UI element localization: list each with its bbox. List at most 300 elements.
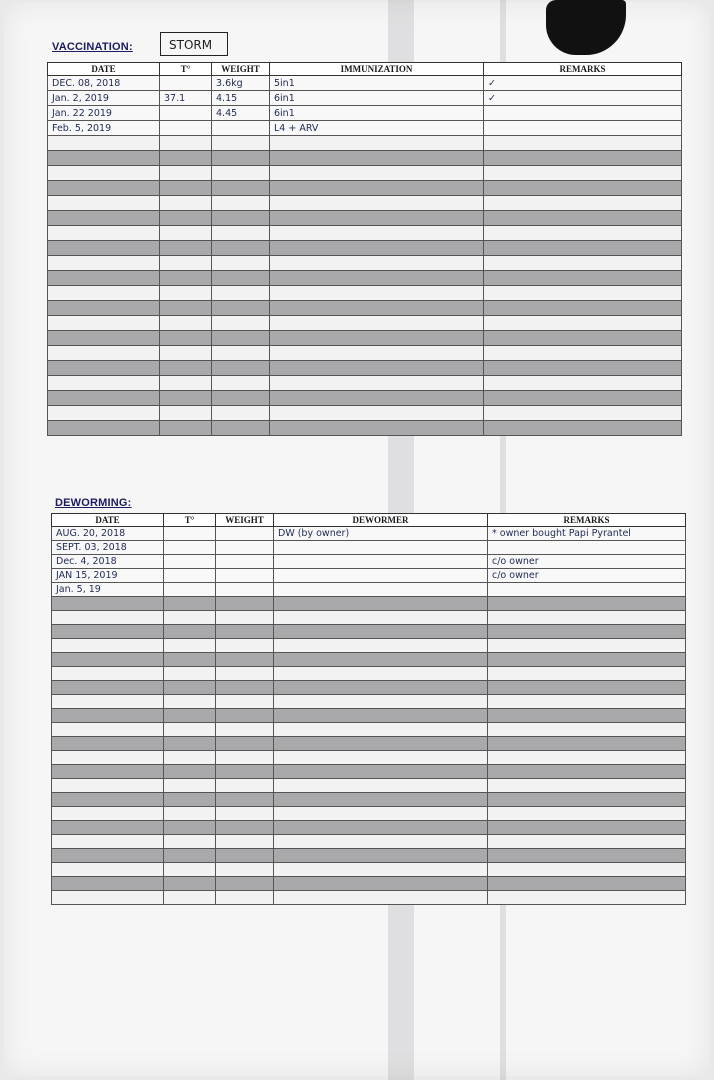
cell-dewormer bbox=[274, 667, 488, 681]
cell-temp bbox=[164, 835, 216, 849]
cell-temp bbox=[160, 226, 212, 241]
cell-remarks bbox=[484, 211, 682, 226]
cell-date bbox=[48, 136, 160, 151]
cell-remarks bbox=[488, 709, 686, 723]
cell-date bbox=[52, 653, 164, 667]
cell-remarks bbox=[488, 779, 686, 793]
cell-immunization bbox=[270, 331, 484, 346]
cell-temp bbox=[160, 376, 212, 391]
deworming-header-row bbox=[52, 514, 686, 527]
empty-row bbox=[48, 271, 682, 286]
cell-remarks bbox=[484, 331, 682, 346]
cell-date bbox=[52, 667, 164, 681]
empty-row bbox=[52, 653, 686, 667]
cell-date bbox=[48, 241, 160, 256]
cell-dewormer bbox=[274, 779, 488, 793]
cell-weight bbox=[216, 611, 274, 625]
cell-remarks: c/o owner bbox=[488, 555, 686, 569]
cell-temp bbox=[160, 391, 212, 406]
cell-temp bbox=[164, 639, 216, 653]
cell-immunization bbox=[270, 391, 484, 406]
cell-weight: 3.6kg bbox=[212, 76, 270, 91]
cell-temp bbox=[160, 136, 212, 151]
table-row bbox=[48, 121, 682, 136]
cell-date bbox=[48, 151, 160, 166]
cell-immunization bbox=[270, 346, 484, 361]
empty-row bbox=[48, 301, 682, 316]
cell-weight bbox=[216, 891, 274, 905]
cell-immunization bbox=[270, 211, 484, 226]
empty-row bbox=[48, 166, 682, 181]
cell-temp bbox=[164, 583, 216, 597]
empty-row bbox=[52, 597, 686, 611]
cell-weight bbox=[212, 301, 270, 316]
cell-date bbox=[52, 821, 164, 835]
empty-row bbox=[48, 181, 682, 196]
cell-weight bbox=[216, 821, 274, 835]
cell-weight bbox=[212, 226, 270, 241]
cell-date: Jan. 22 2019 bbox=[48, 106, 160, 121]
cell-date: JAN 15, 2019 bbox=[52, 569, 164, 583]
empty-row bbox=[48, 241, 682, 256]
cell-date bbox=[52, 835, 164, 849]
cell-remarks bbox=[488, 849, 686, 863]
cell-weight bbox=[216, 737, 274, 751]
cell-dewormer bbox=[274, 625, 488, 639]
cell-temp bbox=[164, 807, 216, 821]
cell-remarks bbox=[484, 391, 682, 406]
cell-weight bbox=[212, 286, 270, 301]
table-row bbox=[52, 583, 686, 597]
cell-immunization bbox=[270, 136, 484, 151]
cell-date bbox=[52, 639, 164, 653]
empty-row bbox=[48, 211, 682, 226]
header-date: DATE bbox=[48, 63, 160, 76]
cell-immunization bbox=[270, 181, 484, 196]
empty-row bbox=[52, 793, 686, 807]
cell-date bbox=[48, 346, 160, 361]
table-row bbox=[52, 569, 686, 583]
cell-dewormer bbox=[274, 849, 488, 863]
cell-remarks bbox=[484, 106, 682, 121]
cell-dewormer bbox=[274, 695, 488, 709]
cell-weight bbox=[216, 863, 274, 877]
empty-row bbox=[52, 821, 686, 835]
cell-remarks bbox=[488, 891, 686, 905]
cell-remarks bbox=[488, 583, 686, 597]
cell-temp bbox=[160, 241, 212, 256]
cell-date bbox=[48, 181, 160, 196]
cell-remarks bbox=[488, 863, 686, 877]
cell-remarks bbox=[484, 301, 682, 316]
cell-dewormer bbox=[274, 583, 488, 597]
cell-date: Dec. 4, 2018 bbox=[52, 555, 164, 569]
cell-temp bbox=[160, 121, 212, 136]
cell-dewormer bbox=[274, 569, 488, 583]
cell-weight bbox=[216, 849, 274, 863]
cell-date: Jan. 5, 19 bbox=[52, 583, 164, 597]
cell-temp bbox=[164, 765, 216, 779]
cell-temp bbox=[164, 891, 216, 905]
cell-remarks bbox=[484, 181, 682, 196]
table-row bbox=[52, 555, 686, 569]
cell-remarks bbox=[484, 406, 682, 421]
empty-row bbox=[52, 611, 686, 625]
header-weight: WEIGHT bbox=[212, 63, 270, 76]
cell-temp bbox=[160, 151, 212, 166]
cell-weight bbox=[212, 331, 270, 346]
cell-temp bbox=[160, 76, 212, 91]
cell-date bbox=[48, 211, 160, 226]
cell-date bbox=[48, 376, 160, 391]
deworming-table bbox=[51, 513, 686, 905]
cell-immunization bbox=[270, 241, 484, 256]
cell-date bbox=[48, 166, 160, 181]
cell-date bbox=[52, 625, 164, 639]
cell-temp bbox=[164, 849, 216, 863]
cell-weight bbox=[216, 639, 274, 653]
cell-temp bbox=[160, 346, 212, 361]
cell-temp bbox=[164, 737, 216, 751]
empty-row bbox=[52, 709, 686, 723]
cell-temp bbox=[164, 863, 216, 877]
empty-row bbox=[48, 286, 682, 301]
cell-date bbox=[48, 256, 160, 271]
cell-dewormer bbox=[274, 653, 488, 667]
cell-date bbox=[52, 807, 164, 821]
cell-date bbox=[48, 271, 160, 286]
empty-row bbox=[52, 877, 686, 891]
cell-temp bbox=[160, 166, 212, 181]
cell-weight bbox=[216, 695, 274, 709]
cell-remarks bbox=[488, 681, 686, 695]
cell-weight bbox=[216, 667, 274, 681]
cell-temp bbox=[164, 709, 216, 723]
empty-row bbox=[48, 256, 682, 271]
cell-temp bbox=[164, 555, 216, 569]
cell-date bbox=[52, 597, 164, 611]
cell-temp bbox=[160, 331, 212, 346]
cell-remarks bbox=[484, 421, 682, 436]
cell-weight bbox=[216, 877, 274, 891]
cell-remarks bbox=[488, 625, 686, 639]
cell-remarks bbox=[484, 346, 682, 361]
cell-weight bbox=[216, 527, 274, 541]
cell-temp bbox=[164, 723, 216, 737]
cell-remarks bbox=[484, 256, 682, 271]
cell-dewormer bbox=[274, 765, 488, 779]
cell-temp bbox=[160, 361, 212, 376]
empty-row bbox=[52, 765, 686, 779]
empty-row bbox=[48, 151, 682, 166]
cell-dewormer bbox=[274, 723, 488, 737]
cell-immunization bbox=[270, 256, 484, 271]
cell-immunization bbox=[270, 301, 484, 316]
empty-row bbox=[48, 316, 682, 331]
table-row bbox=[48, 76, 682, 91]
cell-date: Feb. 5, 2019 bbox=[48, 121, 160, 136]
cell-date bbox=[48, 286, 160, 301]
header-remarks: REMARKS bbox=[488, 514, 686, 527]
cell-remarks bbox=[488, 695, 686, 709]
cell-remarks bbox=[484, 361, 682, 376]
cell-immunization bbox=[270, 226, 484, 241]
empty-row bbox=[48, 361, 682, 376]
cell-weight bbox=[216, 765, 274, 779]
header-remarks: REMARKS bbox=[484, 63, 682, 76]
empty-row bbox=[52, 737, 686, 751]
cell-remarks bbox=[484, 166, 682, 181]
vaccination-title: VACCINATION: bbox=[52, 41, 133, 53]
cell-immunization: L4 + ARV bbox=[270, 121, 484, 136]
header-date: DATE bbox=[52, 514, 164, 527]
cell-temp bbox=[160, 181, 212, 196]
cell-immunization bbox=[270, 376, 484, 391]
empty-row bbox=[48, 196, 682, 211]
cell-weight bbox=[212, 361, 270, 376]
cell-weight bbox=[212, 151, 270, 166]
cell-temp bbox=[164, 597, 216, 611]
cell-temp bbox=[164, 569, 216, 583]
empty-row bbox=[48, 226, 682, 241]
cell-immunization bbox=[270, 271, 484, 286]
cell-immunization bbox=[270, 421, 484, 436]
cell-weight bbox=[216, 653, 274, 667]
cell-dewormer bbox=[274, 835, 488, 849]
cell-date: SEPT. 03, 2018 bbox=[52, 541, 164, 555]
cell-immunization bbox=[270, 151, 484, 166]
cell-remarks bbox=[488, 793, 686, 807]
cell-weight bbox=[212, 136, 270, 151]
cell-remarks bbox=[484, 376, 682, 391]
cell-weight bbox=[212, 256, 270, 271]
cell-weight bbox=[216, 681, 274, 695]
cell-dewormer bbox=[274, 611, 488, 625]
cell-remarks bbox=[488, 639, 686, 653]
cell-dewormer bbox=[274, 555, 488, 569]
cell-date bbox=[52, 863, 164, 877]
empty-row bbox=[52, 849, 686, 863]
cell-temp bbox=[164, 625, 216, 639]
cell-weight bbox=[216, 569, 274, 583]
empty-row bbox=[48, 421, 682, 436]
cell-dewormer bbox=[274, 541, 488, 555]
cell-remarks bbox=[488, 765, 686, 779]
cell-dewormer bbox=[274, 737, 488, 751]
cell-temp bbox=[160, 106, 212, 121]
cell-date bbox=[48, 316, 160, 331]
empty-row bbox=[52, 667, 686, 681]
cell-date bbox=[48, 406, 160, 421]
cell-temp bbox=[164, 541, 216, 555]
cell-immunization: 6in1 bbox=[270, 106, 484, 121]
cell-date bbox=[48, 226, 160, 241]
cell-remarks bbox=[488, 807, 686, 821]
cell-date bbox=[52, 779, 164, 793]
empty-row bbox=[52, 639, 686, 653]
cell-date bbox=[52, 681, 164, 695]
cell-remarks: ✓ bbox=[484, 76, 682, 91]
cell-temp bbox=[160, 271, 212, 286]
empty-row bbox=[52, 681, 686, 695]
cell-weight bbox=[216, 807, 274, 821]
cell-immunization: 6in1 bbox=[270, 91, 484, 106]
cell-weight bbox=[212, 211, 270, 226]
cell-remarks: c/o owner bbox=[488, 569, 686, 583]
cell-remarks: ✓ bbox=[484, 91, 682, 106]
cell-weight bbox=[216, 583, 274, 597]
cell-remarks bbox=[484, 286, 682, 301]
cell-weight bbox=[212, 271, 270, 286]
table-row bbox=[48, 91, 682, 106]
cell-date bbox=[48, 361, 160, 376]
cell-date bbox=[48, 301, 160, 316]
cell-date bbox=[52, 611, 164, 625]
header-temp: T° bbox=[160, 63, 212, 76]
table-row bbox=[52, 541, 686, 555]
cell-temp bbox=[164, 877, 216, 891]
cell-temp bbox=[160, 301, 212, 316]
cell-date bbox=[52, 849, 164, 863]
cell-remarks bbox=[488, 667, 686, 681]
cell-weight bbox=[216, 555, 274, 569]
cell-weight bbox=[216, 541, 274, 555]
cell-temp bbox=[164, 779, 216, 793]
cell-remarks: * owner bought Papi Pyrantel bbox=[488, 527, 686, 541]
cell-dewormer bbox=[274, 639, 488, 653]
cell-remarks bbox=[488, 597, 686, 611]
cell-dewormer bbox=[274, 793, 488, 807]
cell-weight bbox=[212, 346, 270, 361]
cell-immunization bbox=[270, 166, 484, 181]
cell-weight bbox=[216, 597, 274, 611]
empty-row bbox=[48, 406, 682, 421]
cell-remarks bbox=[488, 723, 686, 737]
cell-weight bbox=[216, 793, 274, 807]
cell-dewormer bbox=[274, 891, 488, 905]
cell-date bbox=[48, 196, 160, 211]
header-temp: T° bbox=[164, 514, 216, 527]
empty-row bbox=[52, 835, 686, 849]
cell-immunization bbox=[270, 361, 484, 376]
cell-temp bbox=[160, 211, 212, 226]
cell-temp bbox=[160, 406, 212, 421]
cell-date bbox=[52, 793, 164, 807]
cell-remarks bbox=[488, 835, 686, 849]
cell-temp bbox=[164, 611, 216, 625]
cell-date bbox=[48, 331, 160, 346]
cell-remarks bbox=[484, 271, 682, 286]
cell-remarks bbox=[484, 241, 682, 256]
cell-weight bbox=[212, 406, 270, 421]
cell-remarks bbox=[484, 316, 682, 331]
cell-remarks bbox=[484, 121, 682, 136]
cell-temp bbox=[164, 667, 216, 681]
cell-temp bbox=[164, 821, 216, 835]
empty-row bbox=[48, 391, 682, 406]
cell-remarks bbox=[488, 877, 686, 891]
cell-remarks bbox=[488, 541, 686, 555]
cell-weight bbox=[216, 835, 274, 849]
cell-weight bbox=[212, 421, 270, 436]
cell-immunization: 5in1 bbox=[270, 76, 484, 91]
cell-dewormer bbox=[274, 709, 488, 723]
cell-weight bbox=[212, 121, 270, 136]
cell-date bbox=[52, 751, 164, 765]
cell-temp bbox=[164, 695, 216, 709]
cell-date bbox=[52, 723, 164, 737]
cell-temp bbox=[164, 653, 216, 667]
cell-date bbox=[48, 421, 160, 436]
cell-remarks bbox=[488, 611, 686, 625]
cell-temp bbox=[160, 196, 212, 211]
vaccination-table bbox=[47, 62, 682, 436]
cell-date bbox=[52, 891, 164, 905]
cell-temp bbox=[160, 421, 212, 436]
empty-row bbox=[52, 751, 686, 765]
empty-row bbox=[48, 331, 682, 346]
cell-weight bbox=[216, 709, 274, 723]
empty-row bbox=[52, 625, 686, 639]
cell-remarks bbox=[484, 196, 682, 211]
cell-dewormer bbox=[274, 751, 488, 765]
cell-date: DEC. 08, 2018 bbox=[48, 76, 160, 91]
pet-name-box: STORM bbox=[160, 32, 228, 56]
empty-row bbox=[48, 376, 682, 391]
cell-weight bbox=[212, 166, 270, 181]
cell-date bbox=[52, 709, 164, 723]
cell-temp bbox=[164, 527, 216, 541]
empty-row bbox=[52, 891, 686, 905]
cell-weight: 4.45 bbox=[212, 106, 270, 121]
cell-remarks bbox=[484, 136, 682, 151]
header-immunization: IMMUNIZATION bbox=[270, 63, 484, 76]
cell-date: AUG. 20, 2018 bbox=[52, 527, 164, 541]
cell-date bbox=[52, 765, 164, 779]
header-dewormer: DEWORMER bbox=[274, 514, 488, 527]
cell-weight bbox=[212, 181, 270, 196]
cell-weight bbox=[212, 196, 270, 211]
table-row bbox=[48, 106, 682, 121]
empty-row bbox=[48, 346, 682, 361]
cell-date bbox=[48, 391, 160, 406]
cell-remarks bbox=[484, 226, 682, 241]
cell-date bbox=[52, 737, 164, 751]
cell-weight bbox=[212, 316, 270, 331]
cell-remarks bbox=[484, 151, 682, 166]
empty-row bbox=[52, 807, 686, 821]
cell-remarks bbox=[488, 653, 686, 667]
cell-weight bbox=[212, 376, 270, 391]
cell-weight bbox=[216, 625, 274, 639]
cell-temp bbox=[164, 793, 216, 807]
empty-row bbox=[52, 863, 686, 877]
cell-temp bbox=[160, 286, 212, 301]
cell-temp bbox=[160, 316, 212, 331]
cell-temp bbox=[160, 256, 212, 271]
cell-date bbox=[52, 695, 164, 709]
empty-row bbox=[48, 136, 682, 151]
cell-immunization bbox=[270, 406, 484, 421]
cell-temp bbox=[164, 681, 216, 695]
deworming-title: DEWORMING: bbox=[55, 497, 132, 509]
cell-temp bbox=[164, 751, 216, 765]
empty-row bbox=[52, 723, 686, 737]
cell-weight bbox=[212, 391, 270, 406]
cell-immunization bbox=[270, 286, 484, 301]
cell-remarks bbox=[488, 751, 686, 765]
cell-dewormer bbox=[274, 807, 488, 821]
